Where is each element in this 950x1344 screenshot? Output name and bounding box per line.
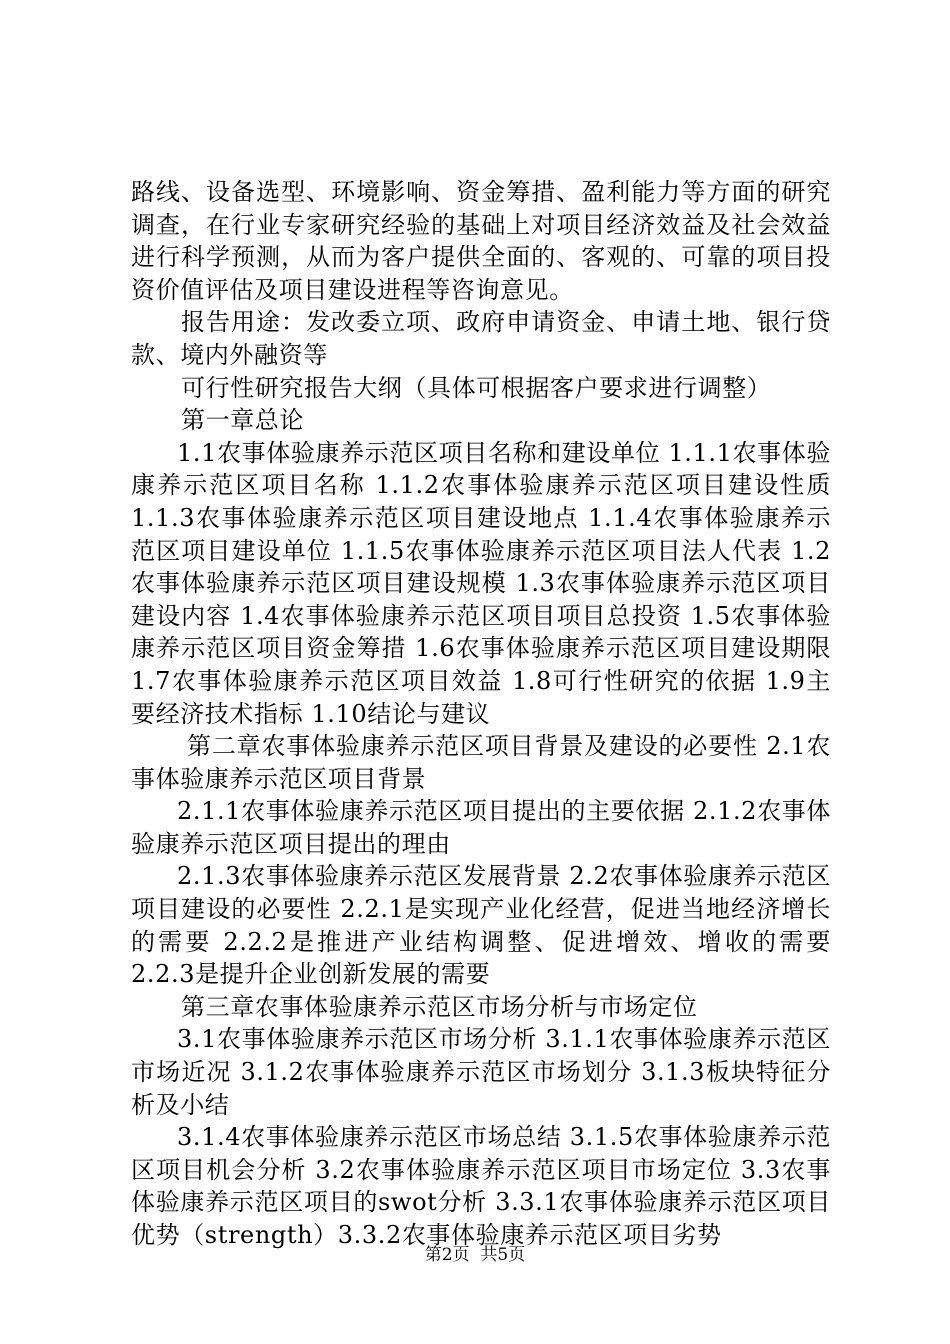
paragraph: 1.1农事体验康养示范区项目名称和建设单位 1.1.1农事体验康养示范区项目名称 1.1.2农事体验康养示范区项目建设性质 1.1.3农事体验康养示范区项目建设地点 1.1.4农事体验康养示范区项目建设单位 1.1.5农事体验康养示范区项目法人代表 1.2农事体验康养示范区项目建设规模 1.3农事体验康养示范区项目建设内容 1.4农事体验康养示范区项目项目总投资 1.5农事体验康养示范区项目资金筹措 1.6农事体验康养示范区项目建设期限 1.7农事体验康养示范区项目效益 1.8可行性研究的依据 1.9主要经济技术指标 1.10结论与建议 bbox=[131, 438, 831, 728]
outline-title: 可行性研究报告大纲（具体可根据客户要求进行调整） bbox=[181, 373, 772, 402]
chapter-heading: 第三章农事体验康养示范区市场分析与市场定位 bbox=[181, 992, 698, 1021]
paragraph: 路线、设备选型、环境影响、资金筹措、盈利能力等方面的研究调查，在行业专家研究经验的基础上对项目经济效益及社会效益进行科学预测，从而为客户提供全面的、客观的、可靠的项目投资价值评估及项目建设进程等咨询意见。 bbox=[131, 178, 831, 304]
document-body bbox=[131, 176, 831, 1252]
paragraph: 3.1.4农事体验康养示范区市场总结 3.1.5农事体验康养示范区项目机会分析 3.2农事体验康养示范区项目市场定位 3.3农事体验康养示范区项目的swot分析 3.3.1农事体验康养示范区项目优势（strength）3.3.2农事体验康养示范区项目劣势 bbox=[131, 1123, 831, 1249]
page-number: 第2页 bbox=[424, 1245, 470, 1265]
paragraph: 2.1.1农事体验康养示范区项目提出的主要依据 2.1.2农事体验康养示范区项目提出的理由 bbox=[131, 797, 831, 858]
paragraph: 报告用途：发改委立项、政府申请资金、申请土地、银行贷款、境内外融资等 bbox=[131, 308, 831, 369]
chapter-heading: 第一章总论 bbox=[181, 406, 304, 435]
paragraph: 2.1.3农事体验康养示范区发展背景 2.2农事体验康养示范区项目建设的必要性 2.2.1是实现产业化经营，促进当地经济增长的需要 2.2.2是推进产业结构调整、促进增效、增收的需要 2.2.3是提升企业创新发展的需要 bbox=[131, 862, 831, 989]
page-total: 共5页 bbox=[480, 1245, 526, 1265]
chapter-heading: 第二章农事体验康养示范区项目背景及建设的必要性 2.1农事体验康养示范区项目背景 bbox=[131, 732, 831, 793]
page-footer bbox=[0, 1240, 950, 1265]
paragraph: 3.1农事体验康养示范区市场分析 3.1.1农事体验康养示范区市场近况 3.1.2农事体验康养示范区市场划分 3.1.3板块特征分析及小结 bbox=[131, 1025, 831, 1119]
